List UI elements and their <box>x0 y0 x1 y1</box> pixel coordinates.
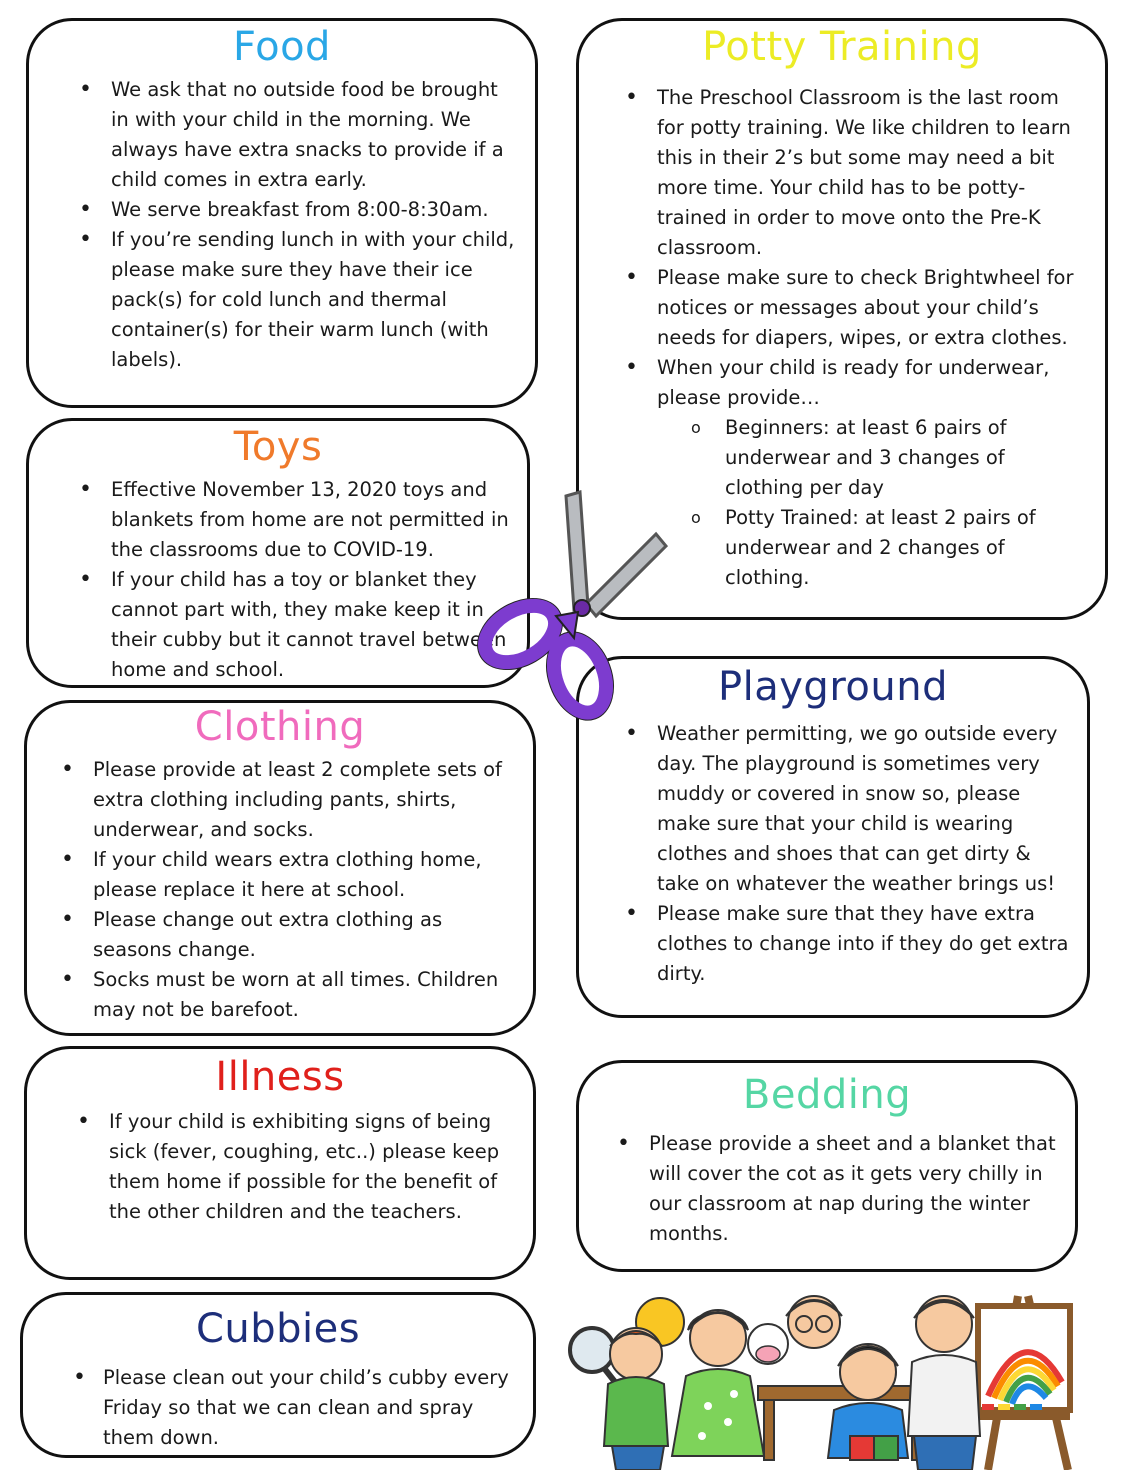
food-list <box>29 75 535 375</box>
food-card <box>26 18 538 408</box>
list-item: • Please change out extra clothing as seasons change. <box>27 905 533 965</box>
list-item-text: When your child is ready for underwear, please provide… <box>657 356 1050 409</box>
scissors-icon <box>470 488 670 728</box>
toys-title: Toys <box>233 424 323 470</box>
playground-list <box>579 719 1087 989</box>
clothing-title: Clothing <box>194 704 366 750</box>
list-item: • We serve breakfast from 8:00-8:30am. <box>29 195 535 225</box>
clothing-card <box>24 700 536 1036</box>
children-clipart <box>568 1286 1088 1470</box>
list-item: • We ask that no outside food be brought in with your child in the morning. We always have extra snacks to provide if a child comes in extra early. <box>29 75 535 195</box>
illness-list <box>27 1107 533 1227</box>
toys-card <box>26 418 530 688</box>
playground-title: Playground <box>718 664 948 710</box>
list-item: • Please make sure to check Brightwheel for notices or messages about your child’s needs for diapers, wipes, or extra clothes. <box>579 263 1105 353</box>
sub-list-item: o Beginners: at least 6 pairs of underwear and 3 changes of clothing per day <box>657 413 1087 503</box>
list-item: • Weather permitting, we go outside every day. The playground is sometimes very muddy or covered in snow so, please make sure that your child is wearing clothes and shoes that can get dirty & take on whatever the weather brings us! <box>579 719 1087 899</box>
cubbies-title: Cubbies <box>195 1306 361 1352</box>
food-title: Food <box>233 24 331 70</box>
list-item: • Please provide at least 2 complete sets of extra clothing including pants, shirts, underwear, and socks. <box>27 755 533 845</box>
cubbies-card <box>20 1292 536 1458</box>
toys-list <box>29 475 527 685</box>
list-item: • The Preschool Classroom is the last room for potty training. We like children to learn this in their 2’s but some may need a bit more time. Your child has to be potty-trained in order to move onto the Pre-K classroom. <box>579 83 1105 263</box>
list-item: • Please provide a sheet and a blanket that will cover the cot as it gets very chilly in our classroom at nap during the winter months. <box>579 1129 1075 1249</box>
bedding-card <box>576 1060 1078 1272</box>
easel-icon <box>978 1296 1070 1470</box>
list-item: • Please clean out your child’s cubby every Friday so that we can clean and spray them down. <box>23 1363 533 1453</box>
list-item: • If your child is exhibiting signs of being sick (fever, coughing, etc..) please keep them home if possible for the benefit of the other children and the teachers. <box>27 1107 533 1227</box>
list-item: • If your child wears extra clothing home, please replace it here at school. <box>27 845 533 905</box>
list-item: • Effective November 13, 2020 toys and blankets from home are not permitted in the classrooms due to COVID-19. <box>29 475 527 565</box>
bedding-list <box>579 1129 1075 1249</box>
potty-training-sublist <box>657 413 1087 593</box>
illness-card <box>24 1046 536 1280</box>
clothing-list <box>27 755 533 1025</box>
bedding-title: Bedding <box>742 1072 912 1118</box>
potty-training-title: Potty Training <box>702 24 982 70</box>
list-item: • Socks must be worn at all times. Children may not be barefoot. <box>27 965 533 1025</box>
sub-list-item: o Potty Trained: at least 2 pairs of underwear and 2 changes of clothing. <box>657 503 1087 593</box>
list-item: • Please make sure that they have extra clothes to change into if they do get extra dirty. <box>579 899 1087 989</box>
list-item: • If you’re sending lunch in with your child, please make sure they have their ice pack(s) for cold lunch and thermal container(s) for their warm lunch (with labels). <box>29 225 535 375</box>
cubbies-list <box>23 1363 533 1453</box>
illness-title: Illness <box>215 1054 345 1100</box>
list-item: • If your child has a toy or blanket they cannot part with, they make keep it in their cubby but it cannot travel between home and school. <box>29 565 527 685</box>
